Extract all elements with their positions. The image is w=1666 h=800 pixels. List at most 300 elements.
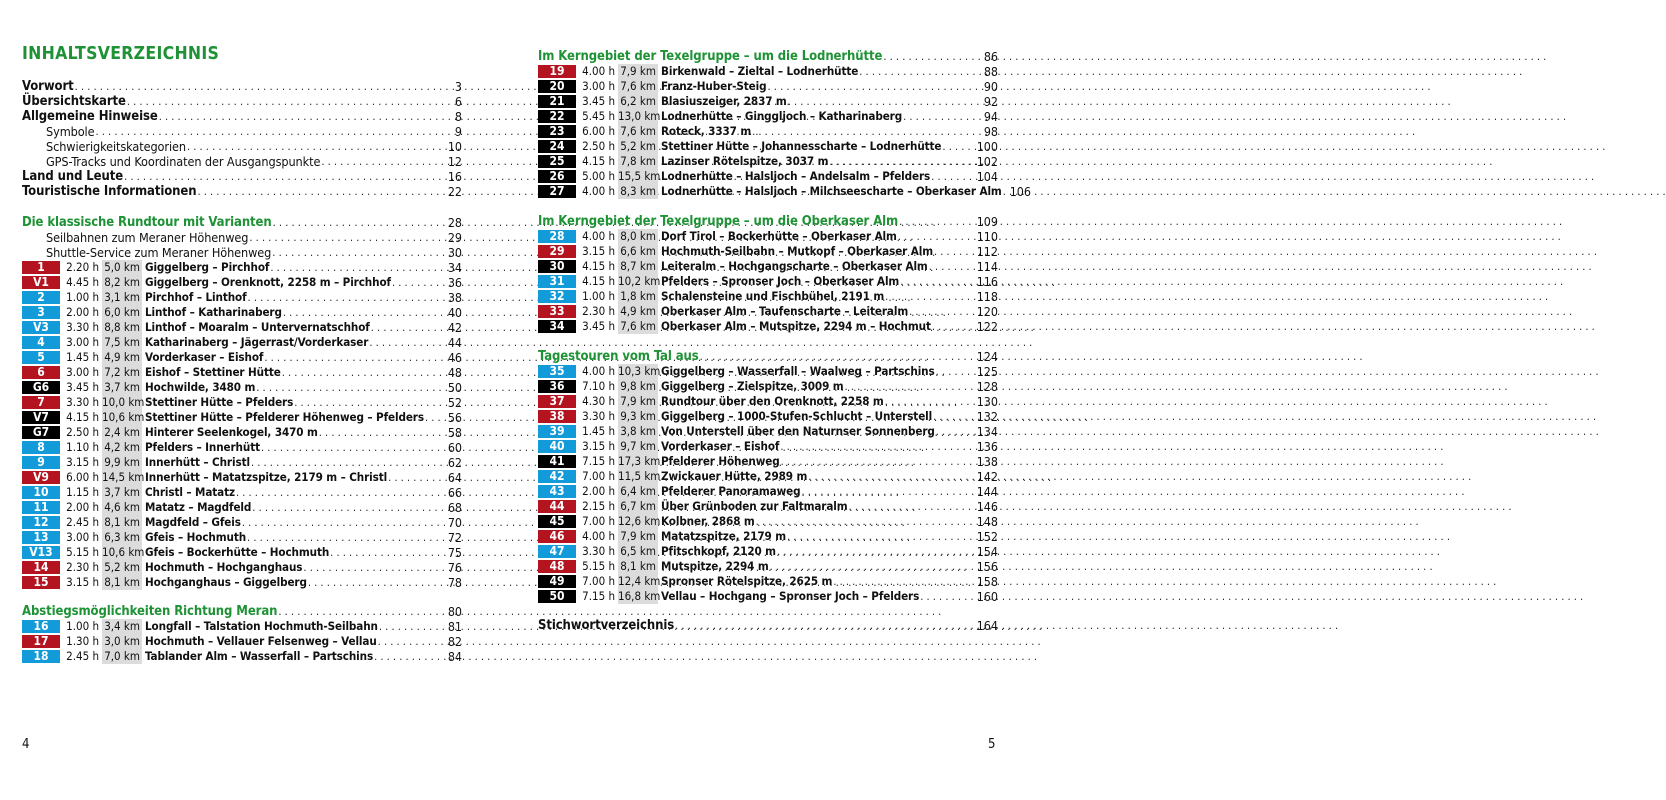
tour-entry-36[interactable] (538, 379, 998, 394)
section-heading-title: Im Kerngebiet der Texelgruppe – um die Lodnerhütte (538, 48, 883, 64)
tour-duration: 4.15 h (576, 274, 618, 289)
tour-number-badge: 17 (22, 635, 60, 648)
tour-page: 144 (976, 484, 998, 499)
tour-entry-3[interactable] (22, 305, 462, 320)
tour-entry-24[interactable] (538, 139, 998, 154)
dot-leader (197, 184, 446, 199)
tour-number-badge: 50 (538, 590, 576, 603)
tour-number-badge: 19 (538, 65, 576, 78)
tour-number-badge: 22 (538, 110, 576, 123)
tour-entry-1[interactable] (22, 260, 462, 275)
tour-duration: 7.15 h (576, 589, 618, 604)
index-entry-title: Stichwortverzeichnis (538, 618, 675, 633)
tour-duration: 5.15 h (60, 545, 102, 560)
dot-leader (374, 649, 447, 664)
dot-leader (933, 409, 976, 424)
tour-page: 125 (976, 364, 998, 379)
tour-number-badge: 10 (22, 486, 60, 499)
tour-title: Spronser Rötelspitze, 2625 m (661, 574, 833, 588)
tour-entry-12[interactable] (22, 515, 462, 530)
dot-leader (303, 560, 446, 575)
tour-title: Hinterer Seelenkogel, 3470 m (145, 425, 318, 439)
dot-leader (899, 214, 976, 229)
toc-entry[interactable] (22, 184, 462, 199)
tour-title: Vorderkaser – Eishof (661, 439, 780, 453)
dot-leader (256, 380, 447, 395)
dot-leader (777, 544, 976, 559)
tour-entry-G7[interactable] (22, 425, 462, 440)
tour-duration: 1.45 h (60, 350, 102, 365)
tour-entry-30[interactable] (538, 259, 998, 274)
tour-entry-20[interactable] (538, 79, 998, 94)
toc-subentry-title: Seilbahnen zum Meraner Höhenweg (46, 230, 249, 245)
toc-entry-page: 16 (447, 169, 462, 184)
tour-entry-V7[interactable] (22, 410, 462, 425)
tour-duration: 1.00 h (60, 619, 102, 634)
tour-number-badge: 43 (538, 485, 576, 498)
tour-number-badge: 25 (538, 155, 576, 168)
tour-entry-9[interactable] (22, 455, 462, 470)
dot-leader (756, 514, 976, 529)
tour-page: 104 (976, 169, 998, 184)
tour-title: Giggelberg – Zielspitze, 3009 m (661, 379, 844, 393)
tour-duration: 3.00 h (576, 79, 618, 94)
tour-duration: 3.30 h (60, 320, 102, 335)
tour-number-badge: 14 (22, 561, 60, 574)
index-entry-page: 164 (976, 618, 998, 633)
dot-leader (934, 244, 976, 259)
tour-distance: 3,7 km (102, 485, 142, 500)
dot-leader (308, 575, 447, 590)
tour-distance: 1,8 km (618, 289, 658, 304)
index-entry[interactable] (538, 618, 998, 633)
tour-entry-10[interactable] (22, 485, 462, 500)
dot-leader (388, 470, 447, 485)
toc-subentry[interactable] (22, 245, 462, 260)
tour-number-badge: 20 (538, 80, 576, 93)
section-heading[interactable] (538, 348, 998, 364)
tour-distance: 3,0 km (102, 634, 142, 649)
tour-page: 158 (976, 574, 998, 589)
tour-entry-33[interactable] (538, 304, 998, 319)
tour-distance: 6,4 km (618, 484, 658, 499)
dot-leader (849, 499, 976, 514)
tour-entry-4[interactable] (22, 335, 462, 350)
tour-entry-35[interactable] (538, 364, 998, 379)
tour-distance: 10,6 km (102, 545, 145, 559)
tour-entry-34[interactable] (538, 319, 998, 334)
toc-subentry-page: 12 (447, 154, 462, 169)
tour-distance: 8,7 km (618, 259, 658, 274)
tour-entry-2[interactable] (22, 290, 462, 305)
tour-entry-V3[interactable] (22, 320, 462, 335)
tour-number-badge: V13 (22, 546, 60, 559)
dot-leader (261, 440, 447, 455)
tour-duration: 2.20 h (60, 260, 102, 275)
tour-page: 81 (447, 619, 462, 634)
tour-entry-8[interactable] (22, 440, 462, 455)
tour-distance: 6,6 km (618, 244, 658, 259)
tour-page: 68 (447, 500, 462, 515)
tour-distance: 10,6 km (102, 410, 145, 424)
toc-subentry-title: GPS-Tracks und Koordinaten der Ausgangspunkte (46, 154, 321, 169)
dot-leader (936, 364, 976, 379)
tour-distance: 15,5 km (618, 169, 661, 183)
section-heading[interactable] (538, 48, 998, 64)
tour-distance: 7,0 km (102, 649, 142, 664)
tour-distance: 3,4 km (102, 619, 142, 634)
tour-distance: 8,2 km (102, 275, 142, 290)
dot-leader (833, 574, 975, 589)
tour-entry-17[interactable] (22, 634, 462, 649)
tour-number-badge: 15 (22, 576, 60, 589)
tour-title: Pfelderer Panoramaweg (661, 484, 801, 498)
tour-page: 136 (976, 439, 998, 454)
tour-entry-6[interactable] (22, 365, 462, 380)
tour-number-badge: 27 (538, 185, 576, 198)
dot-leader (768, 79, 983, 94)
tour-page: 122 (976, 319, 998, 334)
dot-leader (272, 245, 447, 260)
section-heading-page: 86 (983, 48, 998, 64)
index-entry-block (538, 618, 998, 633)
dot-leader (932, 319, 976, 334)
toc-entry-title: Übersichtskarte (22, 94, 126, 109)
tour-distance: 7,5 km (102, 335, 142, 350)
tour-distance: 14,5 km (102, 470, 145, 484)
tour-page: 146 (976, 499, 998, 514)
tour-distance: 5,2 km (618, 139, 658, 154)
dot-leader (273, 215, 447, 230)
toc-entry[interactable] (22, 109, 462, 124)
tour-number-badge: 48 (538, 560, 576, 573)
tour-duration: 4.00 h (576, 364, 618, 379)
tour-distance: 4,9 km (618, 304, 658, 319)
tour-duration: 2.00 h (576, 484, 618, 499)
tour-distance: 7,9 km (618, 64, 658, 79)
tour-distance: 6,7 km (618, 499, 658, 514)
tour-page: 154 (976, 544, 998, 559)
tour-duration: 1.45 h (576, 424, 618, 439)
tour-title: Longfall – Talstation Hochmuth-Seilbahn (145, 619, 378, 633)
section-lodnerhuette (538, 48, 1031, 199)
tour-distance: 8,3 km (618, 184, 658, 199)
dot-leader (931, 169, 976, 184)
dot-leader (251, 455, 447, 470)
toc-entry[interactable] (22, 79, 462, 94)
toc-subentry[interactable] (22, 154, 462, 169)
tour-entry-44[interactable] (538, 499, 998, 514)
tour-page: 92 (983, 94, 998, 109)
section-heading[interactable] (538, 213, 998, 229)
tour-page: 72 (447, 530, 462, 545)
tour-entry-26[interactable] (538, 169, 998, 184)
tour-title: Gfeis – Bockerhütte – Hochmuth (145, 545, 330, 559)
section-heading[interactable] (22, 603, 462, 619)
tour-entry-27[interactable] (538, 184, 1031, 199)
toc-subentry[interactable] (22, 230, 462, 245)
dot-leader (808, 469, 975, 484)
tour-title: Vellau – Hochgang – Spronser Joch – Pfelders (661, 589, 920, 603)
dot-leader (885, 394, 976, 409)
tour-title: Zwickauer Hütte, 2989 m (661, 469, 808, 483)
tour-number-badge: 28 (538, 230, 576, 243)
tour-number-badge: V3 (22, 321, 60, 334)
tour-entry-41[interactable] (538, 454, 998, 469)
dot-leader (920, 589, 976, 604)
section-heading[interactable] (22, 214, 462, 230)
toc-subentry[interactable] (22, 124, 462, 139)
tour-entry-28[interactable] (538, 229, 998, 244)
tour-distance: 10,3 km (618, 364, 661, 378)
toc-subentry-title: Shuttle-Service zum Meraner Höhenweg (46, 245, 272, 260)
tour-distance: 2,4 km (102, 425, 142, 440)
tour-page: 138 (976, 454, 998, 469)
tour-duration: 2.50 h (60, 425, 102, 440)
tour-title: Lazinser Rötelspitze, 3037 m (661, 154, 829, 168)
tour-page: 60 (447, 440, 462, 455)
tour-number-badge: 3 (22, 306, 60, 319)
tour-page: 118 (976, 289, 998, 304)
tour-distance: 6,3 km (102, 530, 142, 545)
tour-entry-23[interactable] (538, 124, 998, 139)
dot-leader (936, 424, 976, 439)
toc-subentry-page: 9 (454, 124, 462, 139)
tour-number-badge: V1 (22, 276, 60, 289)
tour-distance: 12,6 km (618, 514, 661, 528)
tour-page: 82 (447, 634, 462, 649)
tour-page: 40 (447, 305, 462, 320)
tour-duration: 1.00 h (576, 289, 618, 304)
tour-title: Leiteralm – Hochgangscharte – Oberkaser Alm (661, 259, 928, 273)
tour-number-badge: 13 (22, 531, 60, 544)
tour-title: Roteck, 3337 m (661, 124, 752, 138)
tour-entry-48[interactable] (538, 559, 998, 574)
tour-duration: 5.45 h (576, 109, 618, 124)
tour-number-badge: 1 (22, 261, 60, 274)
tour-distance: 5,0 km (102, 260, 142, 275)
dot-leader (845, 379, 976, 394)
tour-duration: 2.45 h (60, 515, 102, 530)
tour-entry-29[interactable] (538, 244, 998, 259)
tour-entry-37[interactable] (538, 394, 998, 409)
tour-duration: 7.00 h (576, 469, 618, 484)
tour-duration: 4.00 h (576, 64, 618, 79)
tour-title: Pfelderer Höhenweg (661, 454, 780, 468)
toc-heading: INHALTSVERZEICHNIS (22, 44, 220, 64)
toc-subentry-title: Symbole (46, 124, 95, 139)
tour-entry-5[interactable] (22, 350, 462, 365)
tour-title: Vorderkaser – Eishof (145, 350, 264, 364)
tour-entry-42[interactable] (538, 469, 998, 484)
tour-entry-45[interactable] (538, 514, 998, 529)
tour-number-badge: 6 (22, 366, 60, 379)
tour-entry-31[interactable] (538, 274, 998, 289)
tour-page: 102 (976, 154, 998, 169)
tour-distance: 3,7 km (102, 380, 142, 395)
dot-leader (909, 304, 976, 319)
tour-entry-43[interactable] (538, 484, 998, 499)
tour-page: 62 (447, 455, 462, 470)
tour-title: Christl – Matatz (145, 485, 235, 499)
tour-duration: 5.15 h (576, 559, 618, 574)
tour-duration: 4.00 h (576, 229, 618, 244)
toc-entry-page: 22 (447, 184, 462, 199)
tour-page: 46 (447, 350, 462, 365)
tour-entry-16[interactable] (22, 619, 462, 634)
tour-entry-25[interactable] (538, 154, 998, 169)
tour-title: Über Grünboden zur Faltmaralm (661, 499, 848, 513)
dot-leader (780, 439, 975, 454)
section-heading-page: 80 (447, 603, 462, 619)
dot-leader (700, 349, 976, 364)
tour-distance: 17,3 km (618, 454, 661, 468)
tour-title: Stettiner Hütte – Pfelderer Höhenweg – Pfelders (145, 410, 424, 424)
tour-duration: 1.15 h (60, 485, 102, 500)
toc-entry-title: Touristische Informationen (22, 184, 197, 199)
tour-entry-13[interactable] (22, 530, 462, 545)
tour-distance: 3,1 km (102, 290, 142, 305)
tour-page: 132 (976, 409, 998, 424)
tour-page: 34 (447, 260, 462, 275)
tour-entry-19[interactable] (538, 64, 998, 79)
tour-duration: 4.15 h (576, 259, 618, 274)
tour-duration: 3.00 h (60, 335, 102, 350)
tour-title: Katharinaberg – Jägerrast/Vorderkaser (145, 335, 369, 349)
dot-leader (392, 275, 447, 290)
tour-title: Franz-Huber-Steig (661, 79, 767, 93)
tour-distance: 8,1 km (618, 559, 658, 574)
tour-entry-18[interactable] (22, 649, 462, 664)
tour-title: Innerhütt – Christl (145, 455, 250, 469)
tour-duration: 7.00 h (576, 574, 618, 589)
tour-entry-V9[interactable] (22, 470, 462, 485)
tour-entry-39[interactable] (538, 424, 998, 439)
tour-duration: 3.45 h (576, 94, 618, 109)
dot-leader (278, 604, 446, 619)
tour-number-badge: 7 (22, 396, 60, 409)
dot-leader (369, 335, 446, 350)
dot-leader (829, 154, 975, 169)
tour-distance: 9,3 km (618, 409, 658, 424)
tour-entry-46[interactable] (538, 529, 998, 544)
tour-title: Linthof – Moaralm – Untervernatschhof (145, 320, 370, 334)
tour-entry-22[interactable] (538, 109, 998, 124)
tour-number-badge: 37 (538, 395, 576, 408)
tour-entry-49[interactable] (538, 574, 998, 589)
tour-number-badge: 49 (538, 575, 576, 588)
dot-leader (781, 454, 976, 469)
dot-leader (752, 124, 983, 139)
tour-page: 128 (976, 379, 998, 394)
dot-leader (319, 425, 447, 440)
tour-page: 70 (447, 515, 462, 530)
section-oberkaser-alm (538, 213, 998, 334)
toc-entry-title: Vorwort (22, 79, 74, 94)
tour-entry-G6[interactable] (22, 380, 462, 395)
tour-page: 75 (447, 545, 462, 560)
tour-distance: 9,8 km (618, 379, 658, 394)
tour-page: 148 (976, 514, 998, 529)
tour-entry-11[interactable] (22, 500, 462, 515)
tour-title: Stettiner Hütte – Johannesscharte – Lodnerhütte (661, 139, 942, 153)
tour-page: 152 (976, 529, 998, 544)
tour-title: Lodnerhütte – Halsljoch – Andelsalm – Pfelders (661, 169, 931, 183)
dot-leader (770, 559, 976, 574)
tour-distance: 4,9 km (102, 350, 142, 365)
dot-leader (379, 619, 447, 634)
tour-number-badge: 35 (538, 365, 576, 378)
tour-distance: 7,6 km (618, 79, 658, 94)
tour-duration: 3.15 h (576, 244, 618, 259)
tour-number-badge: 11 (22, 501, 60, 514)
tour-number-badge: 41 (538, 455, 576, 468)
tour-number-badge: 36 (538, 380, 576, 393)
tour-title: Pirchhof – Linthof (145, 290, 247, 304)
dot-leader (247, 530, 447, 545)
tour-entry-V13[interactable] (22, 545, 462, 560)
toc-entry-page: 3 (454, 79, 462, 94)
tour-number-badge: 23 (538, 125, 576, 138)
tour-duration: 3.15 h (576, 439, 618, 454)
tour-entry-14[interactable] (22, 560, 462, 575)
tour-entry-47[interactable] (538, 544, 998, 559)
tour-page: 116 (976, 274, 998, 289)
tour-duration: 3.00 h (60, 530, 102, 545)
tour-entry-7[interactable] (22, 395, 462, 410)
toc-subentry[interactable] (22, 139, 462, 154)
tour-page: 160 (976, 589, 998, 604)
tour-title: Matatzspitze, 2179 m (661, 529, 786, 543)
tour-duration: 5.00 h (576, 169, 618, 184)
tour-entry-21[interactable] (538, 94, 998, 109)
dot-leader (270, 260, 446, 275)
tour-duration: 3.15 h (60, 455, 102, 470)
tour-duration: 6.00 h (576, 124, 618, 139)
tour-duration: 7.15 h (576, 454, 618, 469)
tour-duration: 7.00 h (576, 514, 618, 529)
tour-entry-V1[interactable] (22, 275, 462, 290)
tour-entry-50[interactable] (538, 589, 998, 604)
tour-page: 42 (447, 320, 462, 335)
toc-entry[interactable] (22, 94, 462, 109)
tour-page: 130 (976, 394, 998, 409)
tour-number-badge: 26 (538, 170, 576, 183)
tour-duration: 4.30 h (576, 394, 618, 409)
dot-leader (859, 64, 983, 79)
toc-subentry-page: 30 (447, 245, 462, 260)
dot-leader (787, 529, 976, 544)
tour-distance: 8,1 km (102, 515, 142, 530)
tour-entry-32[interactable] (538, 289, 998, 304)
tour-page: 106 (1009, 184, 1031, 199)
tour-entry-40[interactable] (538, 439, 998, 454)
tour-distance: 7,2 km (102, 365, 142, 380)
tour-page: 52 (447, 395, 462, 410)
tour-entry-15[interactable] (22, 575, 462, 590)
tour-distance: 6,5 km (618, 544, 658, 559)
section-heading-title: Im Kerngebiet der Texelgruppe – um die Oberkaser Alm (538, 213, 899, 229)
tour-title: Pfitschkopf, 2120 m (661, 544, 776, 558)
tour-duration: 2.00 h (60, 500, 102, 515)
toc-entry[interactable] (22, 169, 462, 184)
dot-leader (675, 618, 976, 633)
tour-entry-38[interactable] (538, 409, 998, 424)
tour-number-badge: 31 (538, 275, 576, 288)
tour-title: Von Unterstell über den Naturnser Sonnenberg (661, 424, 935, 438)
toc-subentry-page: 29 (447, 230, 462, 245)
tour-title: Tablander Alm – Wasserfall – Partschins (145, 649, 374, 663)
